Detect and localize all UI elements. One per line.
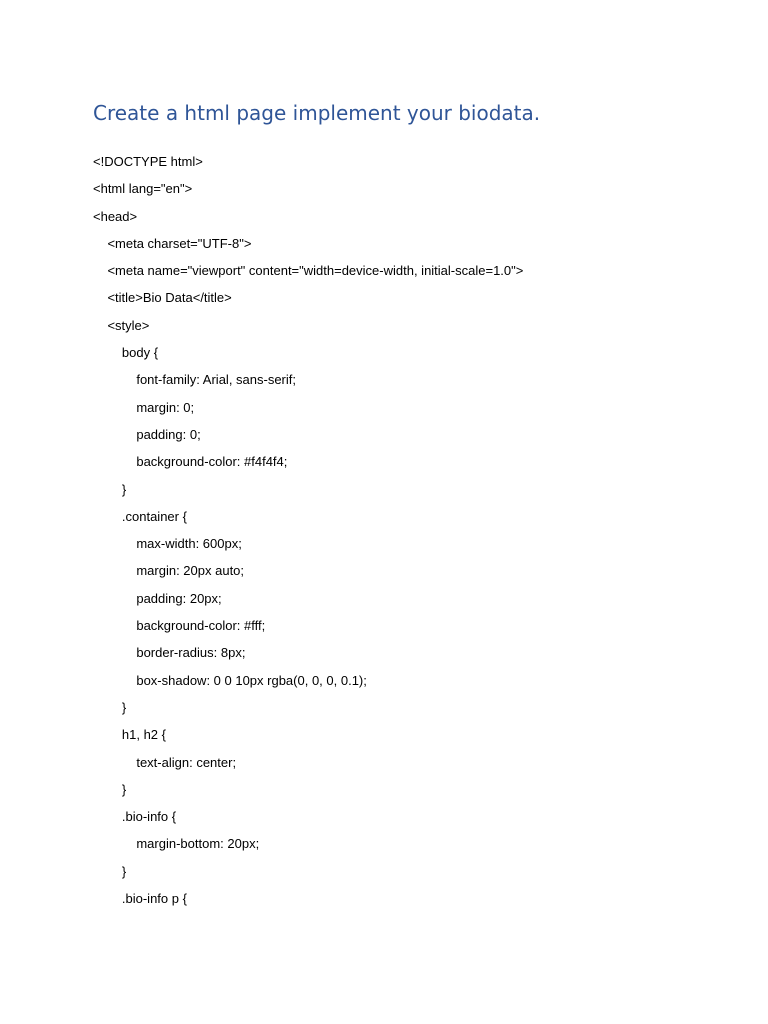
code-line: font-family: Arial, sans-serif; <box>93 372 296 388</box>
code-line: <html lang="en"> <box>93 181 193 197</box>
code-line: margin-bottom: 20px; <box>93 836 260 852</box>
code-line: <meta name="viewport" content="width=device-width, initial-scale=1.0"> <box>93 263 524 279</box>
code-listing <box>93 148 733 912</box>
code-line: .container { <box>93 508 187 524</box>
code-line: margin: 20px auto; <box>93 563 245 579</box>
code-line: margin: 0; <box>93 399 195 415</box>
code-line: } <box>93 863 127 879</box>
code-line: } <box>93 481 127 497</box>
code-line: h1, h2 { <box>93 727 166 743</box>
code-line: <meta charset="UTF-8"> <box>93 235 252 251</box>
document-heading: Create a html page implement your biodata. <box>93 101 541 125</box>
code-line: } <box>93 699 127 715</box>
code-line: padding: 0; <box>93 426 201 442</box>
code-line: <head> <box>93 208 138 224</box>
code-line: .bio-info { <box>93 809 177 825</box>
code-line: <!DOCTYPE html> <box>93 154 203 169</box>
code-line: <title>Bio Data</title> <box>93 290 232 306</box>
code-line: text-align: center; <box>93 754 237 770</box>
code-line: border-radius: 8px; <box>93 645 246 661</box>
code-line: <style> <box>93 317 150 333</box>
code-line: box-shadow: 0 0 10px rgba(0, 0, 0, 0.1); <box>93 672 367 688</box>
code-line: background-color: #fff; <box>93 618 266 634</box>
code-line: max-width: 600px; <box>93 536 242 552</box>
code-line: padding: 20px; <box>93 590 222 606</box>
code-line: } <box>93 781 127 797</box>
code-line: body { <box>93 345 159 361</box>
code-line: .bio-info p { <box>93 891 187 907</box>
code-line: background-color: #f4f4f4; <box>93 454 288 470</box>
